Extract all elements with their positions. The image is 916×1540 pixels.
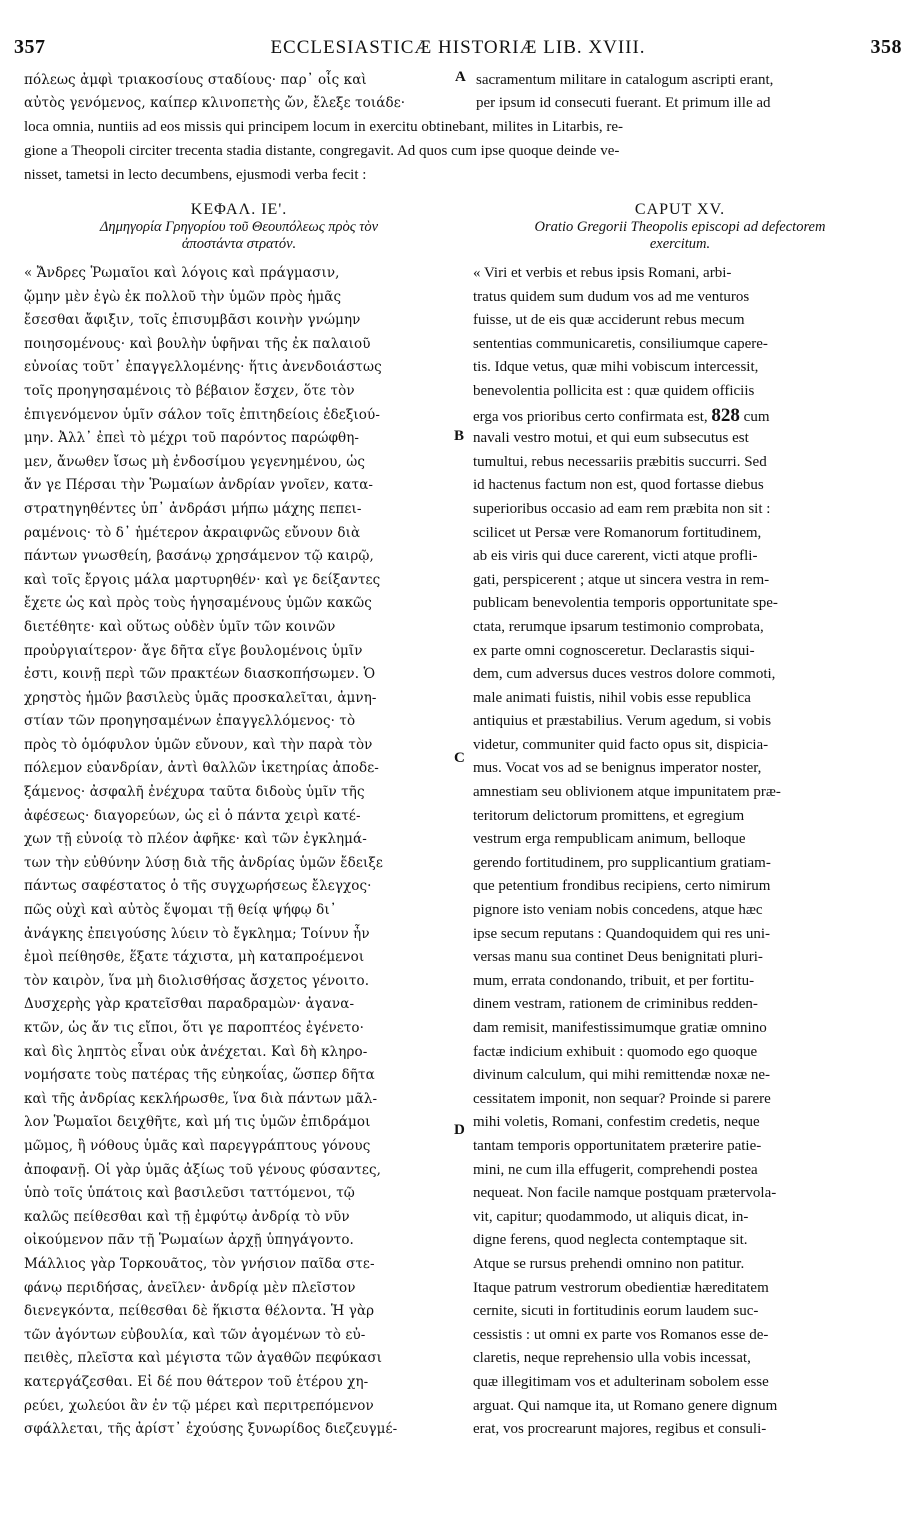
greek-text-line: καὶ τῆς ἀνδρίας κεκλήρωσθε, ἵνα διὰ πάντων μᾶλ- [24, 1090, 378, 1107]
latin-text-span: amnestiam seu oblivionem atque impunitatem præ- [473, 784, 781, 801]
greek-text-line: « Ἄνδρες Ῥωμαῖοι καὶ λόγοις καὶ πράγμασιν, [24, 265, 340, 281]
intro-latin-line: gione a Theopoli circiter trecenta stadia distante, congregavit. Ad quos cum ipse quoque deinde ve- [24, 143, 620, 159]
latin-text-span: dinem vestram, rationem de criminibus redden- [473, 996, 758, 1013]
greek-text-line: στρατηγηθέντες ὑπ᾽ ἀνδράσι μήπω μάχης πεπει- [24, 500, 362, 517]
latin-text-line [473, 923, 889, 947]
chapter-label-latin: CAPUT XV. [634, 201, 726, 218]
latin-text-span: vestrum erga rempublicam animum, belloque [473, 831, 746, 848]
greek-text-line: μῶμος, ἢ νόθους ὑμᾶς καὶ παρεγγράπτους γόνους [24, 1137, 371, 1154]
running-title: ECCLESIASTICÆ HISTORIÆ LIB. XVIII. [270, 37, 646, 58]
latin-text-line [473, 1371, 889, 1395]
latin-text-span: ctata, rerumque ipsarum testimonio comprobata, [473, 618, 764, 635]
chapter-title-latin: Oratio Gregorii Theopolis episcopi ad defectorem [534, 219, 826, 235]
latin-text-line [473, 1135, 889, 1159]
latin-text-span: id hactenus factum non est, quod fortasse diebus [473, 477, 764, 494]
greek-text-line: πάντως σαφέστατος ὁ τῆς συγχωρήσεως ἔλεγχος· [24, 878, 372, 895]
latin-text-span: factæ indicium exhibuit : quomodo ego quoque [473, 1043, 758, 1060]
latin-text-line [473, 262, 889, 286]
latin-text-line [473, 522, 889, 546]
latin-text-span: cernite, sicuti in fortitudinis eorum laudem suc- [473, 1303, 759, 1320]
latin-text-span: erga vos prioribus certo confirmata est, [473, 408, 712, 425]
latin-text-line [473, 451, 889, 475]
latin-text-span: dam remisit, manifestissimumque gratiæ omnino [473, 1020, 767, 1036]
greek-text-column [24, 262, 454, 1442]
latin-text-span: arguat. Qui namque ita, ut Romano genere dignum [473, 1397, 778, 1414]
greek-text-line: πάντων γνωσθείη, βασάνῳ χρησάμενον τῷ καιρῷ, [24, 548, 374, 565]
latin-text-span: Atque se rursus prehendi omnino non patitur. [473, 1255, 745, 1272]
greek-text-line: κτῶν, ὡς ἄν τις εἴποι, ὅτι γε παροπτέος ἐγένετο· [24, 1020, 365, 1036]
intro-latin-line: per ipsum id consecuti fuerant. Et primum ille ad [476, 95, 771, 111]
latin-text-span: claretis, neque reprehensio ulla vobis incessat, [473, 1350, 751, 1367]
latin-text-span: cum [739, 408, 770, 425]
latin-text-span: fuisse, ut de eis quæ acciderunt rebus mecum [473, 312, 745, 329]
intro-latin-line: nisset, tametsi in lecto decumbens, ejusmodi verba fecit : [24, 167, 367, 183]
latin-text-line [473, 946, 889, 970]
latin-text-line [473, 1182, 889, 1206]
chapter-title-greek: Δημηγορία Γρηγορίου τοῦ Θεουπόλεως πρὸς τὸν [99, 219, 379, 235]
intro-latin-line: sacramentum militare in catalogum ascripti erant, [476, 72, 774, 88]
chapter-label-greek: ΚΕΦΑΛ. ΙΕ'. [190, 201, 288, 218]
latin-text-line [473, 781, 889, 805]
latin-text-span: dem, cum adversus duces vestros dolore commoti, [473, 666, 776, 683]
running-header [14, 36, 902, 66]
latin-text-line [473, 687, 889, 711]
greek-text-line: μην. Ἀλλ᾽ ἐπεὶ τὸ μέχρι τοῦ παρόντος παρώφθη- [24, 430, 360, 447]
latin-text-span: cessitatem imponit, non sequar? Proinde si parere [473, 1090, 771, 1107]
greek-text-line: πῶς οὐχὶ καὶ αὐτὸς ἕψομαι τῇ θείᾳ ψήφῳ δι᾽ [24, 902, 337, 919]
latin-text-span: pignore isto veniam nobis concedens, atque hæc [473, 902, 763, 919]
latin-text-line [473, 1088, 889, 1112]
greek-text-line: πρὸς τὸ ὁμόφυλον ὑμῶν εὔνουν, καὶ τὴν παρὰ τὸν [24, 736, 373, 753]
margin-marker-b: B [454, 428, 465, 444]
latin-text-span: mus. Vocat vos ad se benignus imperator noster, [473, 760, 762, 777]
greek-text-line: καὶ τοῖς ἔργοις μάλα μαρτυρηθέν· καὶ γε δείξαντες [24, 571, 381, 588]
latin-text-span: Itaque patrum vestrorum obedientiæ hæreditatem [473, 1279, 769, 1296]
latin-text-line [473, 875, 889, 899]
greek-text-line: πόλεμον εὐανδρίαν, ἀντὶ θαλλῶν ἱκετηρίας ἀποδε- [24, 760, 379, 777]
greek-text-line: πειθὲς, πλεῖστα καὶ μέγιστα τῶν ἀγαθῶν πεφύκασι [24, 1350, 383, 1367]
latin-text-line [473, 1159, 889, 1183]
latin-text-span: teritorum delictorum promittens, et egregium [473, 807, 745, 824]
greek-text-line: καὶ δὶς ληπτὸς εἶναι οὐκ ἀνέχεται. Καὶ δὴ κληρο- [24, 1043, 368, 1060]
greek-text-line: τὸν καιρὸν, ἵνα μὴ διολισθήσας ἄσχετος γένοιτο. [24, 972, 370, 989]
greek-text-line: ρεύει, χωλεύοι ἂν ἐν τῷ μέρει καὶ περιτρεπόμενον [24, 1397, 374, 1414]
latin-text-line [473, 592, 889, 616]
greek-text-line: χρηστὸς ἡμῶν βασιλεὺς ὑμᾶς προσκαλεῖται, ἀμνη- [24, 689, 377, 706]
reference-number: 828 [711, 404, 740, 426]
right-chapter-heading [465, 201, 895, 253]
latin-text-span: mum, errata condonando, tribuit, et per fortitu- [473, 972, 755, 989]
greek-text-line: χων τῇ εὐνοίᾳ τὸ πλέον ἀφῆκε· καὶ τῶν ἐγκλημά- [24, 831, 367, 848]
left-chapter-heading [24, 201, 454, 253]
latin-text-line [473, 1229, 889, 1253]
latin-text-span: versas manu sua continet Deus benignitati pluri- [473, 949, 763, 966]
intro-latin-line: loca omnia, nuntiis ad eos missis qui principem locum in exercitu obtinebant, milites in Litarbis, re- [24, 119, 624, 135]
greek-text-line: εὐνοίας τοῦτ᾽ ἐπαγγελλομένης· ἥτις ἀνενδοιάστως [24, 359, 382, 376]
latin-text-line [473, 710, 889, 734]
latin-text-line [473, 1017, 889, 1041]
greek-text-line: καλῶς πείθεσθαι καὶ τῇ ἐμφύτῳ ἀνδρίᾳ τὸ νῦν [24, 1208, 350, 1225]
latin-text-line [473, 852, 889, 876]
greek-text-line: ἔσεσθαι ἄφιξιν, τοῖς ἐπισυμβᾶσι κοινὴν γνώμην [24, 312, 361, 329]
latin-text-span: publicam benevolentia temporis opportunitate spe- [473, 595, 778, 612]
latin-text-span: vit, capitur; quodammodo, ut aliquis dicat, in- [473, 1208, 749, 1225]
latin-text-line [473, 1041, 889, 1065]
latin-text-span: superioribus occasio ad eam rem præbita non sit : [473, 500, 771, 517]
latin-text-line [473, 1064, 889, 1088]
latin-text-line [473, 286, 889, 310]
latin-text-line [473, 828, 889, 852]
greek-text-line: ὑπὸ τοῖς ὑπάτοις καὶ βασιλεῦσι ταττόμενοι, τῷ [24, 1185, 355, 1202]
latin-text-line [473, 333, 889, 357]
greek-text-line: ραμένοις· τὸ δ᾽ ἡμέτερον ἀκραιφνῶς εὔνουν διὰ [24, 524, 361, 541]
latin-text-span: que petentium frondibus recipiens, certo nimirum [473, 878, 771, 895]
latin-text-line [473, 616, 889, 640]
latin-text-span: mini, ne cum illa effugerit, comprehendi postea [473, 1161, 758, 1178]
latin-text-span: quæ illegitimam vos et adulterinam sobolem esse [473, 1373, 769, 1390]
latin-text-line [473, 1253, 889, 1277]
latin-text-line [473, 1418, 889, 1442]
greek-text-line: ἀφέσεως· διαγορεύων, ὡς εἰ ὁ πάντα χειρὶ κατέ- [24, 807, 361, 824]
chapter-title-greek: ἀποστάντα στρατόν. [181, 236, 297, 252]
latin-text-line [473, 1206, 889, 1230]
greek-text-line: μεν, ἄνωθεν ἴσως μὴ ἐνδοσίμου γεγενημένου, ὡς [24, 453, 366, 470]
right-page-number: 358 [870, 36, 902, 58]
latin-text-line [473, 993, 889, 1017]
latin-text-span: mihi voletis, Romani, confestim credetis, neque [473, 1114, 760, 1131]
latin-text-span: nequeat. Non facile namque postquam prætervola- [473, 1185, 777, 1202]
left-page-number: 357 [14, 36, 46, 58]
latin-text-line [473, 970, 889, 994]
latin-text-span: tis. Idque vetus, quæ mihi vobiscum intercessit, [473, 359, 759, 376]
latin-text-span: gerendo fortitudinem, pro supplicantium gratiam- [473, 854, 771, 871]
margin-marker-a: A [455, 69, 466, 85]
latin-text-span: « Viri et verbis et rebus ipsis Romani, arbi- [473, 265, 732, 281]
latin-text-span: antiquius et præstabilius. Verum agedum, si vobis [473, 713, 772, 730]
latin-text-line [473, 1277, 889, 1301]
latin-text-span: tumultui, rebus necessariis præbitis succurri. Sed [473, 453, 767, 470]
latin-text-span: ex parte omni cognosceretur. Declarastis siqui- [473, 642, 755, 659]
latin-text-span: scilicet ut Persæ vere Romanorum fortitudinem, [473, 524, 762, 541]
greek-text-line: φάνῳ περιδήσας, ἀνεῖλεν· ἀνδρίᾳ μὲν πλεῖστον [24, 1279, 356, 1296]
greek-text-line: ποιησομένους· καὶ βουλὴν ὑφῆναι τῆς ἐκ παλαιοῦ [24, 335, 371, 352]
greek-text-line: διενεγκόντα, πείθεσθαι δὲ ἥκιστα θέλοντα. Ἡ γὰρ [24, 1303, 375, 1320]
latin-text-line [473, 663, 889, 687]
margin-marker-c: C [454, 750, 465, 766]
latin-text-line [473, 356, 889, 380]
latin-text-span: navali vestro motui, et qui eum subsecutus est [473, 430, 749, 447]
greek-text-line: Δυσχερὴς γὰρ κρατεῖσθαι παραδραμὼν· ἀγανα- [24, 996, 355, 1013]
latin-text-line [473, 805, 889, 829]
greek-text-line: ἄν γε Πέρσαι τὴν Ῥωμαίων ἀνδρίαν γνοῖεν, κατα- [24, 477, 374, 494]
greek-text-line: ᾤμην μὲν ἐγὼ ἐκ πολλοῦ τὴν ὑμῶν πρὸς ἡμᾶς [24, 288, 342, 305]
latin-text-span: divinum calculum, qui mihi remittendæ noxæ ne- [473, 1067, 771, 1084]
intro-greek-line: αὐτὸς γενόμενος, καίπερ κλινοπετὴς ὤν, ἔλεξε τοιάδε· [24, 95, 406, 111]
latin-text-span: sententias communicaretis, consiliumque capere- [473, 335, 768, 352]
latin-text-line [473, 757, 889, 781]
latin-text-line [473, 380, 889, 404]
latin-text-line [473, 1300, 889, 1324]
latin-text-span: benevolentia pollicita est : quæ quidem officiis [473, 382, 755, 399]
greek-text-line: τοῖς προηγησαμένοις τὸ βέβαιον ἔσχεν, ὅτε τὸν [24, 382, 355, 399]
greek-text-line: κατεργάζεσθαι. Εἰ δέ που θάτερον τοῦ ἑτέρου χη- [24, 1373, 369, 1390]
latin-text-line [473, 1111, 889, 1135]
greek-text-line: προὐργιαίτερον· ἄγε δῆτα εἴγε βουλομένοις ὑμῖν [24, 642, 363, 659]
greek-text-line: των τὴν εὐθύνην λύσῃ διὰ τῆς ἀνδρίας ὑμῶν ἔδειξε [24, 854, 383, 871]
margin-marker-d: D [454, 1122, 465, 1138]
chapter-title-latin: exercitum. [649, 236, 711, 252]
greek-text-line: ἔχετε ὡς καὶ πρὸς τοὺς ἡγησαμένους ὑμῶν κακῶς [24, 595, 372, 612]
latin-text-span: videtur, communiter quid facto opus sit, dispicia- [473, 736, 769, 753]
latin-text-span: gati, perspicerent ; atque ut sincera vestra in rem- [473, 571, 770, 588]
greek-text-line: τῶν ἀγόντων εὐβουλία, καὶ τῶν ἀγομένων τὸ εὐ- [24, 1326, 366, 1343]
latin-text-line [473, 309, 889, 333]
latin-text-line [473, 899, 889, 923]
latin-text-span: male animati fuistis, nihil vobis esse republica [473, 689, 751, 706]
latin-text-column [473, 262, 889, 1442]
latin-text-line [473, 569, 889, 593]
latin-text-line [473, 404, 889, 428]
greek-text-line: οἰκούμενον πᾶν τῇ Ῥωμαίων ἀρχῇ ὑπηγάγοντο. [24, 1232, 354, 1249]
greek-text-line: ἐπιγενόμενον ὑμῖν σάλον τοῖς ἐπιτηδείοις ἐδεξιού- [24, 406, 380, 423]
latin-text-line [473, 498, 889, 522]
greek-text-line: νομήσατε τοὺς πατέρας τῆς εὐηκοΐας, ὥσπερ δῆτα [24, 1067, 375, 1084]
greek-text-line: λον Ῥωμαῖοι δειχθῆτε, καὶ μή τις ὑμῶν ἐπιδράμοι [24, 1114, 371, 1131]
latin-text-line [473, 1324, 889, 1348]
latin-text-span: ipse secum reputans : Quandoquidem qui res uni- [473, 925, 771, 942]
latin-text-line [473, 545, 889, 569]
latin-text-line [473, 1347, 889, 1371]
latin-text-span: tratus quidem sum dudum vos ad me venturos [473, 288, 750, 305]
greek-text-line: σφάλλεται, τῆς ἀρίστ᾽ ἐχούσης ξυνωρίδος διεζευγμέ- [24, 1421, 398, 1438]
greek-text-line: ξάμενος· ἀσφαλῆ ἐνέχυρα ταῦτα διδοὺς ὑμῖν τῆς [24, 784, 365, 801]
latin-text-line [473, 640, 889, 664]
greek-text-line: ἀνάγκης ἐπειγούσης λύειν τὸ ἔγκλημα; Τοίνυν ἦν [24, 925, 370, 942]
latin-text-line [473, 734, 889, 758]
latin-text-line [473, 427, 889, 451]
latin-text-span: tantam temporis opportunitatem præterire patie- [473, 1137, 762, 1154]
latin-text-span: digne ferens, quod neglecta contemptaque sit. [473, 1232, 748, 1249]
greek-text-line: ἐστι, κοινῇ περὶ τῶν πρακτέων διασκοπήσωμεν. Ὁ [24, 666, 376, 683]
greek-text-line: ἀποφανῇ. Οἱ γὰρ ὑμᾶς ἀξίως τοῦ γένους φύσαντες, [24, 1161, 382, 1178]
greek-text-line: στίαν τῶν προηγησαμένων ἐπαγγελλόμενος· τὸ [24, 713, 356, 730]
latin-text-span: ab eis viris qui duce carerent, victi atque profli- [473, 548, 758, 565]
greek-text-line: διετέθητε· καὶ οὕτως οὐδὲν ὑμῖν τῶν κοινῶν [24, 618, 336, 635]
intro-greek-line: πόλεως ἀμφὶ τριακοσίους σταδίους· παρ᾽ οἷς καὶ [24, 72, 367, 88]
greek-text-line: ἐμοὶ πείθησθε, ἕξατε τάχιστα, μὴ καταπροέμενοι [24, 949, 365, 966]
greek-text-line: Μάλλιος γὰρ Τορκουᾶτος, τὸν γνήσιον παῖδα στε- [24, 1255, 375, 1272]
latin-text-span: cessistis : ut omni ex parte vos Romanos esse de- [473, 1326, 769, 1343]
latin-text-line [473, 474, 889, 498]
latin-text-line [473, 1395, 889, 1419]
latin-text-span: erat, vos procrearunt majores, regibus et consuli- [473, 1421, 767, 1438]
